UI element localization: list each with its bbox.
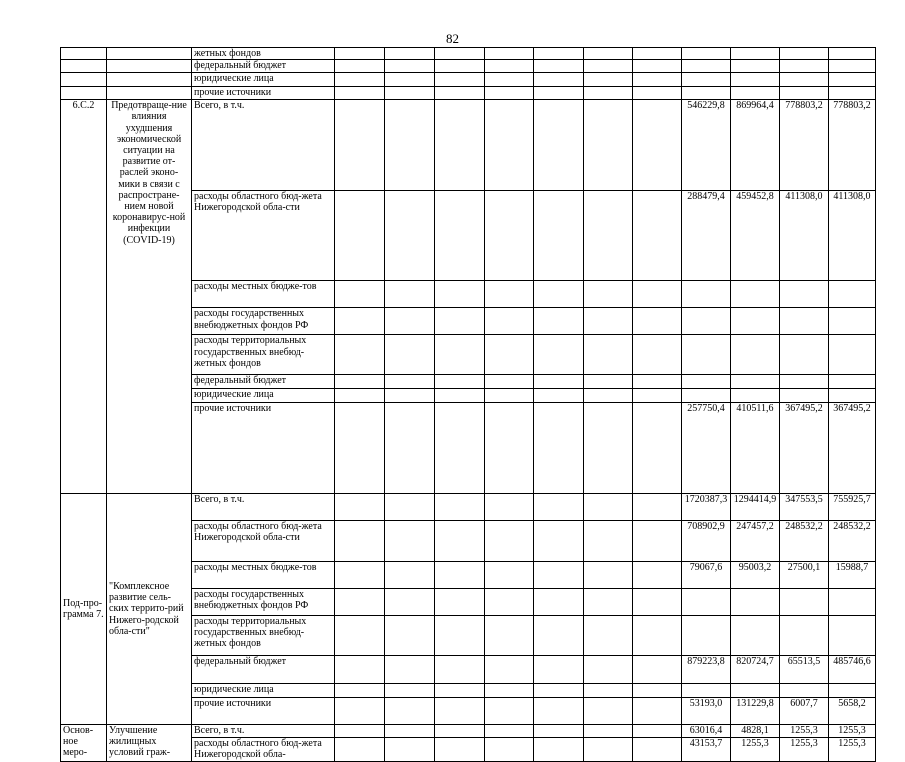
- code-cell: Под-про-грамма 7.: [61, 494, 107, 725]
- value-cell: 546229,8: [682, 100, 731, 191]
- source-cell: расходы областного бюд-жета Нижегородской обла-сти: [192, 190, 335, 281]
- table-row: [61, 60, 876, 73]
- source-cell: Всего, в т.ч.: [192, 725, 335, 738]
- table-row: [61, 494, 876, 521]
- source-cell: расходы государственных внебюджетных фондов РФ: [192, 589, 335, 616]
- source-cell: расходы территориальных государственных внебюд-жетных фондов: [192, 616, 335, 656]
- value-cell: 131229,8: [731, 698, 780, 725]
- table-row: [61, 87, 876, 100]
- value-cell: 95003,2: [731, 562, 780, 589]
- value-cell: 1255,3: [829, 725, 876, 738]
- source-cell: Всего, в т.ч.: [192, 100, 335, 191]
- name-cell: Предотвраще-ние влияния ухудшения экономической ситуации на развитие от-раслей эконо-мики в связи с распростране-нием новой коронавирус-ной инфекции (COVID-19): [107, 100, 192, 494]
- source-cell: прочие источники: [192, 698, 335, 725]
- value-cell: 257750,4: [682, 403, 731, 494]
- table-row: [61, 100, 876, 191]
- value-cell: 367495,2: [780, 403, 829, 494]
- code-cell: [61, 48, 107, 60]
- value-cell: 755925,7: [829, 494, 876, 521]
- value-cell: 1255,3: [780, 725, 829, 738]
- value-cell: 459452,8: [731, 190, 780, 281]
- value-cell: 4828,1: [731, 725, 780, 738]
- source-cell: расходы областного бюд-жета Нижегородской обла-сти: [192, 521, 335, 562]
- name-cell: [107, 48, 192, 60]
- value-cell: 708902,9: [682, 521, 731, 562]
- source-cell: расходы территориальных государственных внебюд-жетных фондов: [192, 335, 335, 375]
- value-cell: 410511,6: [731, 403, 780, 494]
- source-cell: федеральный бюджет: [192, 60, 335, 73]
- page-number: 82: [446, 31, 459, 46]
- value-cell: 65513,5: [780, 656, 829, 684]
- value-cell: 485746,6: [829, 656, 876, 684]
- value-cell: 1294414,9: [731, 494, 780, 521]
- value-cell: 1255,3: [829, 738, 876, 762]
- table-row: [61, 73, 876, 87]
- value-cell: 248532,2: [829, 521, 876, 562]
- code-cell: 6.С.2: [61, 100, 107, 494]
- source-cell: расходы местных бюдже-тов: [192, 281, 335, 308]
- value-cell: 411308,0: [780, 190, 829, 281]
- table-row: [61, 48, 876, 60]
- source-cell: федеральный бюджет: [192, 375, 335, 389]
- source-cell: расходы областного бюд-жета Нижегородской обла-: [192, 738, 335, 762]
- value-cell: 411308,0: [829, 190, 876, 281]
- source-cell: расходы государственных внебюджетных фондов РФ: [192, 308, 335, 335]
- value-cell: 1720387,3: [682, 494, 731, 521]
- code-cell: Основ-ное меро-: [61, 725, 107, 762]
- source-cell: юридические лица: [192, 73, 335, 87]
- source-cell: прочие источники: [192, 403, 335, 494]
- source-cell: юридические лица: [192, 684, 335, 698]
- value-cell: 869964,4: [731, 100, 780, 191]
- source-cell: Всего, в т.ч.: [192, 494, 335, 521]
- value-cell: 53193,0: [682, 698, 731, 725]
- value-cell: 778803,2: [780, 100, 829, 191]
- source-cell: жетных фондов: [192, 48, 335, 60]
- value-cell: 778803,2: [829, 100, 876, 191]
- value-cell: 879223,8: [682, 656, 731, 684]
- value-cell: 1255,3: [731, 738, 780, 762]
- value-cell: 367495,2: [829, 403, 876, 494]
- value-cell: 5658,2: [829, 698, 876, 725]
- value-cell: 1255,3: [780, 738, 829, 762]
- value-cell: 43153,7: [682, 738, 731, 762]
- value-cell: 248532,2: [780, 521, 829, 562]
- source-cell: прочие источники: [192, 87, 335, 100]
- source-cell: расходы местных бюдже-тов: [192, 562, 335, 589]
- value-cell: 63016,4: [682, 725, 731, 738]
- source-cell: юридические лица: [192, 389, 335, 403]
- value-cell: 27500,1: [780, 562, 829, 589]
- table-row: [61, 725, 876, 738]
- budget-table: [60, 47, 876, 762]
- value-cell: 247457,2: [731, 521, 780, 562]
- value-cell: 288479,4: [682, 190, 731, 281]
- value-cell: 347553,5: [780, 494, 829, 521]
- name-cell: Улучшение жилищных условий граж-: [107, 725, 192, 762]
- value-cell: 820724,7: [731, 656, 780, 684]
- value-cell: 79067,6: [682, 562, 731, 589]
- value-cell: 6007,7: [780, 698, 829, 725]
- name-cell: "Комплексное развитие сель-ских террито-рий Нижего-родской обла-сти": [107, 494, 192, 725]
- value-cell: 15988,7: [829, 562, 876, 589]
- source-cell: федеральный бюджет: [192, 656, 335, 684]
